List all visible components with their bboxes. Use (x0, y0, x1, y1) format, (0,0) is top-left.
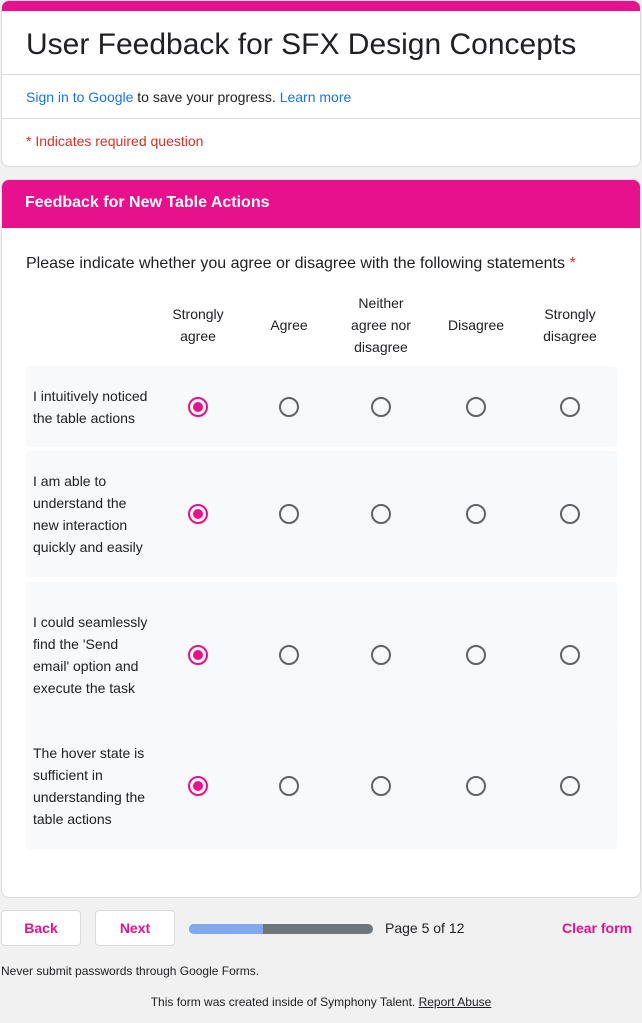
column-header: Strongly agree (172, 306, 224, 344)
question-text: Please indicate whether you agree or disagree with the following statements (26, 255, 565, 272)
row-label: I could seamlessly find the 'Send email' option and execute the task (33, 614, 148, 696)
row-label: I am able to understand the new interaction quickly and easily (33, 473, 143, 555)
progress-bar (189, 924, 373, 934)
radio-button[interactable] (279, 504, 299, 524)
radio-button[interactable] (279, 397, 299, 417)
grid-row (26, 451, 617, 577)
column-header: Disagree (447, 317, 505, 333)
back-button[interactable]: Back (1, 910, 81, 946)
clear-form-button[interactable]: Clear form (561, 920, 632, 936)
radio-button[interactable] (466, 776, 486, 796)
grid-row (26, 366, 617, 447)
required-note: * Indicates required question (26, 133, 204, 149)
radio-button[interactable] (560, 776, 580, 796)
radio-button[interactable] (188, 504, 208, 524)
progress-fill (189, 924, 263, 934)
grid-row (26, 582, 617, 728)
radio-button[interactable] (560, 645, 580, 665)
radio-button[interactable] (371, 645, 391, 665)
radio-button[interactable] (188, 776, 208, 796)
radio-button[interactable] (466, 645, 486, 665)
radio-button[interactable] (188, 397, 208, 417)
radio-button[interactable] (560, 504, 580, 524)
question-title (2, 228, 640, 274)
signin-text: to save your progress. (133, 89, 280, 105)
row-label: The hover state is sufficient in understanding the table actions (33, 745, 146, 827)
radio-button[interactable] (371, 776, 391, 796)
learn-more-link[interactable]: Learn more (279, 89, 352, 105)
password-warning: Never submit passwords through Google Forms. (1, 964, 260, 978)
column-header: Agree (270, 317, 308, 333)
radio-button[interactable] (279, 776, 299, 796)
row-label: I intuitively noticed the table actions (33, 387, 148, 426)
radio-button[interactable] (279, 645, 299, 665)
radio-button[interactable] (560, 397, 580, 417)
created-text: This form was created inside of Symphony Talent. (150, 995, 419, 1009)
page-indicator: Page 5 of 12 (385, 920, 465, 936)
section-title: Feedback for New Table Actions (2, 180, 640, 228)
radio-button[interactable] (371, 397, 391, 417)
grid-column-headers (26, 290, 617, 360)
grid-row (26, 723, 617, 849)
radio-button[interactable] (371, 504, 391, 524)
signin-link[interactable]: Sign in to Google (26, 89, 134, 105)
radio-button[interactable] (188, 645, 208, 665)
section-card (1, 179, 641, 898)
report-abuse-link[interactable]: Report Abuse (418, 995, 492, 1009)
column-header: Neither agree nor disagree (351, 295, 411, 355)
radio-button[interactable] (466, 397, 486, 417)
column-header: Strongly disagree (543, 306, 597, 344)
signin-notice (2, 75, 640, 119)
form-header-card (1, 0, 641, 167)
header-accent-bar (2, 1, 640, 11)
next-button[interactable]: Next (95, 910, 175, 946)
radio-grid (26, 290, 617, 827)
required-star: * (569, 255, 576, 272)
footer-created (0, 995, 642, 1009)
form-title: User Feedback for SFX Design Concepts (2, 11, 640, 75)
radio-button[interactable] (466, 504, 486, 524)
